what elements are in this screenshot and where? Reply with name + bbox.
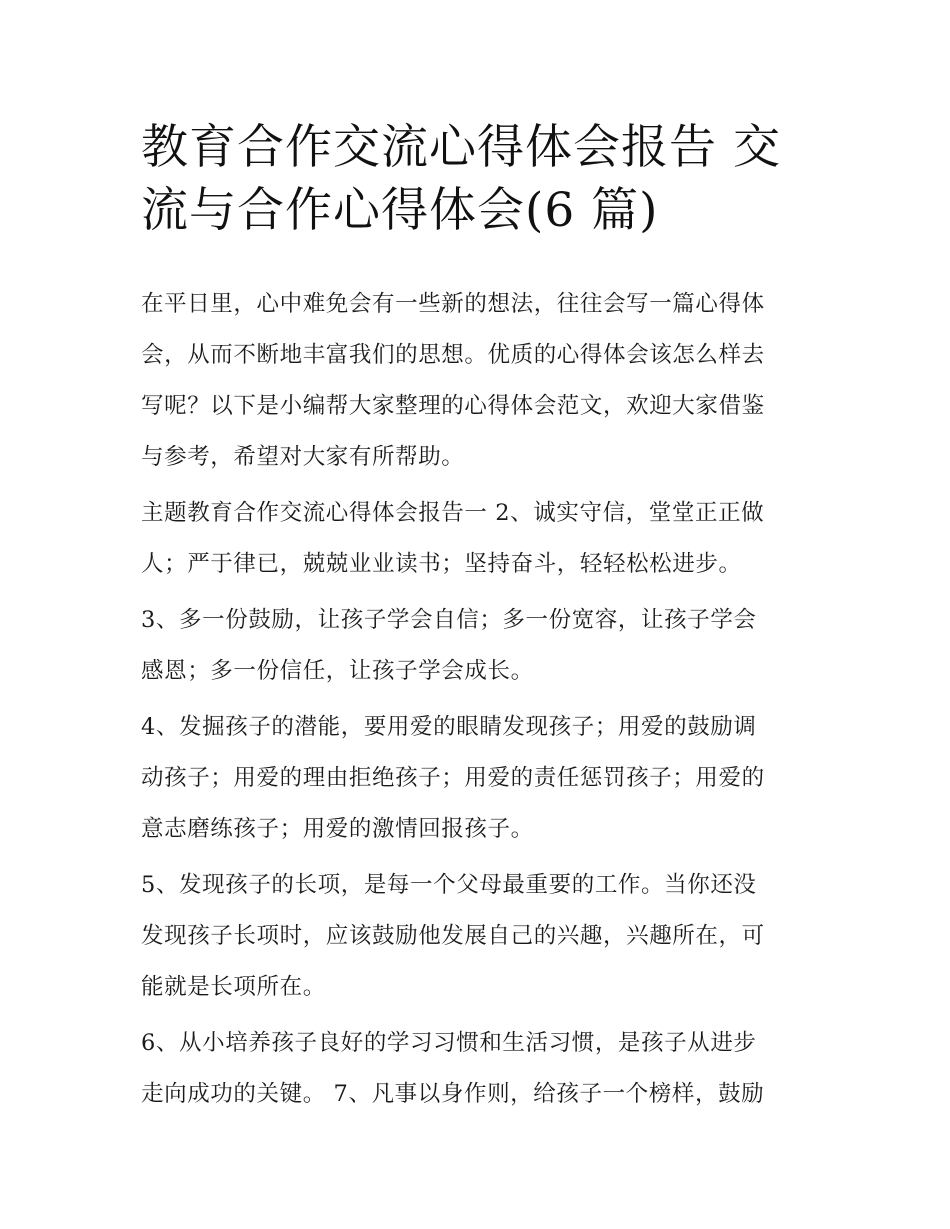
paragraph-item-6 [141, 1018, 821, 1120]
paragraph-item-4 [141, 702, 821, 855]
document-title [141, 116, 821, 242]
text-line: 动孩子；用爱的理由拒绝孩子；用爱的责任惩罚孩子；用爱的 [141, 765, 765, 791]
paragraph-item-2 [141, 488, 821, 590]
text-line: 会，从而不断地丰富我们的思想。优质的心得体会该怎么样去 [141, 342, 765, 368]
paragraph-item-5 [141, 860, 821, 1013]
text-line: 走向成功的关键。 7、凡事以身作则，给孩子一个榜样，鼓励 [141, 1081, 765, 1107]
text-line: 意志磨练孩子；用爱的激情回报孩子。 [141, 816, 534, 842]
text-line: 发现孩子长项时，应该鼓励他发展自己的兴趣，兴趣所在，可 [141, 923, 765, 949]
text-line: 人；严于律已，兢兢业业读书；坚持奋斗，轻轻松松进步。 [141, 551, 742, 577]
text-line: 主题教育合作交流心得体会报告一 2、诚实守信，堂堂正正做 [141, 500, 765, 526]
paragraph-intro [141, 279, 821, 483]
text-line: 5、发现孩子的长项，是每一个父母最重要的工作。当你还没 [141, 872, 757, 898]
text-line: 6、从小培养孩子良好的学习习惯和生活习惯，是孩子从进步 [141, 1030, 757, 1056]
text-line: 感恩；多一份信任，让孩子学会成长。 [141, 658, 534, 684]
text-line: 能就是长项所在。 [141, 974, 326, 1000]
text-line: 4、发掘孩子的潜能，要用爱的眼睛发现孩子；用爱的鼓励调 [141, 714, 757, 740]
paragraph-item-3 [141, 595, 821, 697]
text-line: 写呢？以下是小编帮大家整理的心得体会范文，欢迎大家借鉴 [141, 393, 765, 419]
title-line-1: 教育合作交流心得体会报告 交 [141, 120, 781, 175]
text-line: 与参考，希望对大家有所帮助。 [141, 444, 465, 470]
document-body [141, 279, 821, 1125]
text-line: 3、多一份鼓励，让孩子学会自信；多一份宽容，让孩子学会 [141, 607, 757, 633]
text-line: 在平日里，心中难免会有一些新的想法，往往会写一篇心得体 [141, 291, 765, 317]
title-line-2: 流与合作心得体会(6 篇) [141, 183, 659, 238]
